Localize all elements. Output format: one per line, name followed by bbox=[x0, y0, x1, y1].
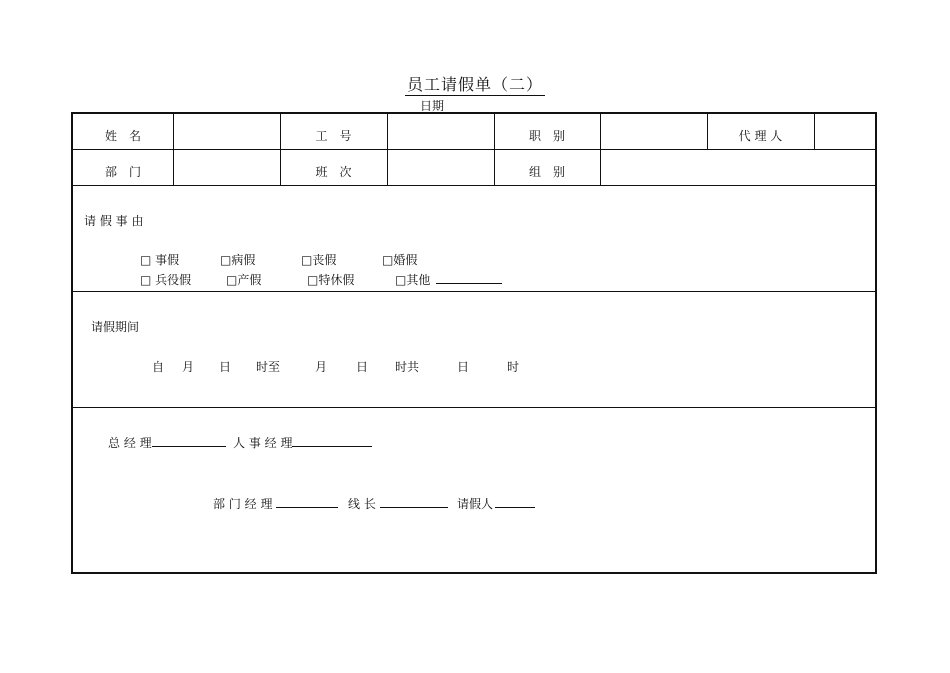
gm-blank[interactable] bbox=[152, 435, 226, 447]
option-military-leave[interactable]: □ 兵役假 bbox=[140, 273, 192, 287]
period-total-days: 日 bbox=[457, 360, 470, 374]
row-divider bbox=[73, 407, 875, 408]
line-lead-blank[interactable] bbox=[380, 496, 448, 508]
row-divider bbox=[73, 291, 875, 292]
reason-heading: 请 假 事 由 bbox=[84, 214, 144, 228]
hr-signature[interactable] bbox=[233, 434, 372, 451]
applicant-signature[interactable] bbox=[457, 495, 535, 512]
option-special-leave[interactable]: □特休假 bbox=[307, 273, 355, 287]
period-month: 月 bbox=[182, 360, 195, 374]
gm-label: 总 经 理 bbox=[108, 436, 152, 450]
leave-form bbox=[71, 112, 877, 574]
col-divider bbox=[814, 114, 815, 149]
period-day-end: 日 bbox=[356, 360, 369, 374]
period-heading: 请假期间 bbox=[91, 320, 140, 334]
dept-label: 部 门 bbox=[104, 165, 141, 179]
period-day: 日 bbox=[219, 360, 232, 374]
period-hour-total: 时共 bbox=[395, 360, 420, 374]
period-total-hours: 时 bbox=[507, 360, 520, 374]
dept-mgr-blank[interactable] bbox=[276, 496, 338, 508]
line-lead-signature[interactable] bbox=[348, 495, 448, 512]
employee-no-label: 工 号 bbox=[315, 129, 352, 143]
row-divider bbox=[73, 185, 875, 186]
shift-label: 班 次 bbox=[315, 165, 352, 179]
row-divider bbox=[73, 149, 875, 150]
dept-mgr-signature[interactable] bbox=[213, 495, 338, 512]
form-title: 员工请假单（二） bbox=[406, 75, 543, 94]
hr-blank[interactable] bbox=[292, 435, 372, 447]
dept-mgr-label: 部 门 经 理 bbox=[213, 497, 273, 511]
agent-label: 代 理 人 bbox=[738, 129, 783, 143]
applicant-label: 请假人 bbox=[457, 497, 494, 511]
period-hour-to: 时至 bbox=[256, 360, 281, 374]
hr-label: 人 事 经 理 bbox=[233, 436, 293, 450]
other-blank[interactable] bbox=[436, 272, 502, 284]
option-other-leave[interactable] bbox=[395, 271, 502, 288]
applicant-blank[interactable] bbox=[495, 496, 535, 508]
period-month-end: 月 bbox=[315, 360, 328, 374]
group-label: 组 别 bbox=[528, 165, 565, 179]
col-divider bbox=[600, 114, 601, 185]
line-lead-label: 线 长 bbox=[348, 497, 376, 511]
date-label: 日期 bbox=[420, 99, 445, 113]
option-other-label: □其他 bbox=[395, 273, 431, 287]
option-bereavement-leave[interactable]: □丧假 bbox=[301, 253, 337, 267]
col-divider bbox=[173, 114, 174, 185]
period-from: 自 bbox=[152, 360, 165, 374]
option-sick-leave[interactable]: □病假 bbox=[220, 253, 256, 267]
option-marriage-leave[interactable]: □婚假 bbox=[382, 253, 418, 267]
option-maternity-leave[interactable]: □产假 bbox=[226, 273, 262, 287]
position-label: 职 别 bbox=[528, 129, 565, 143]
option-personal-leave[interactable]: □ 事假 bbox=[140, 253, 180, 267]
name-label: 姓 名 bbox=[104, 129, 141, 143]
col-divider bbox=[387, 114, 388, 185]
gm-signature[interactable] bbox=[108, 434, 226, 451]
